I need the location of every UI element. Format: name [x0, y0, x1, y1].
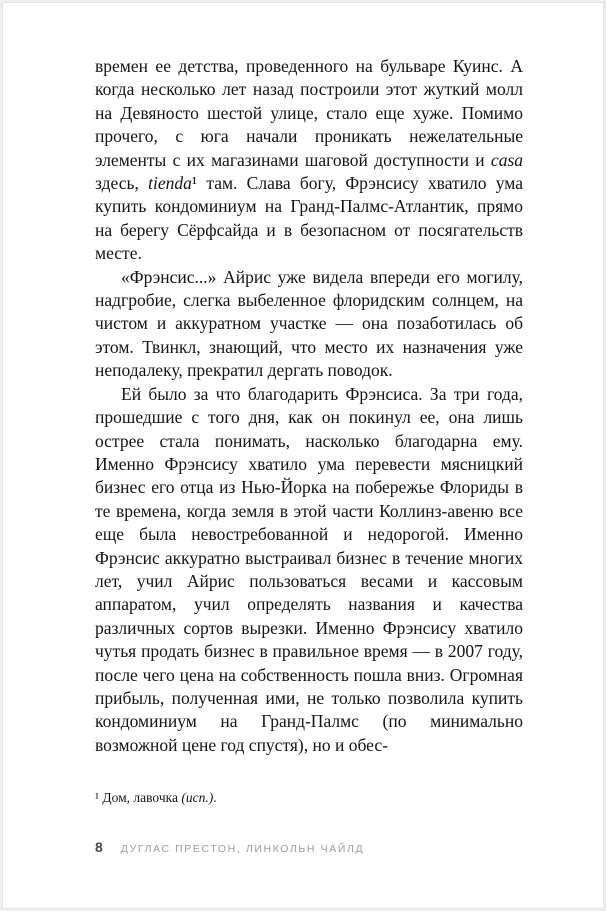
foreign-word: tienda	[148, 173, 192, 194]
page-footer	[95, 839, 523, 855]
paragraph-text: здесь,	[95, 173, 149, 194]
paragraph-text: ¹ там. Слава богу, Фрэнсису хватило ума купить кондоминиум на Гранд-Палмс-Атлантик, прямо на берегу Сёрфсайда и в безопасном от посягательств месте.	[95, 173, 523, 264]
book-page	[3, 3, 603, 908]
paragraph-text: Ей было за что благодарить Фрэнсиса. За три года, прошедшие с того дня, как он покинул ее, она лишь острее стала понимать, насколько благодарна ему. Именно Фрэнсису хватило ума перевести мясницкий бизнес его отца из Нью-Йорка на побережье Флориды в те времена, когда земля в этой части Коллинз-авеню все еще была невостребованной и недорогой. Именно Фрэнсис аккуратно выстраивал бизнес в течение многих лет, учил Айрис пользоваться весами и кассовым аппаратом, учил определять названия и качества различных сортов вырезки. Именно Фрэнсису хватило чутья продать бизнес в правильное время — в 2007 году, после чего цена на собственность пошла вниз. Огромная прибыль, полученная ими, не только позволила купить кондоминиум на Гранд-Палмс (по минимально возможной цене год спустя), но и обес-	[95, 383, 523, 755]
footnote	[95, 789, 523, 807]
paragraph-text: времен ее детства, проведенного на бульваре Куинс. А когда несколько лет назад построили этот жуткий молл на Девяносто шестой улице, стало еще хуже. Помимо прочего, с юга начали проникать нежелательные элементы с их магазинами шаговой доступности и	[95, 56, 523, 170]
page-text	[95, 55, 523, 757]
footnote-lang-label: (исп.)	[181, 790, 214, 805]
footnote-period: .	[213, 790, 217, 805]
paragraph	[95, 266, 523, 383]
page-number: 8	[95, 839, 103, 855]
running-title: ДУГЛАС ПРЕСТОН, ЛИНКОЛЬН ЧАЙЛД	[120, 843, 365, 855]
paragraph	[95, 383, 523, 758]
paragraph-text: «Фрэнсис...» Айрис уже видела впереди его могилу, надгробие, слегка выбеленное флоридским солнцем, на чистом и аккуратном участке — она позаботилась об этом. Твинкл, знающий, что место их назначения уже неподалеку, прекратил дергать поводок.	[95, 266, 523, 381]
paragraph	[95, 55, 523, 266]
foreign-word: casa	[490, 149, 523, 170]
footnote-text: ¹ Дом, лавочка	[95, 790, 182, 805]
